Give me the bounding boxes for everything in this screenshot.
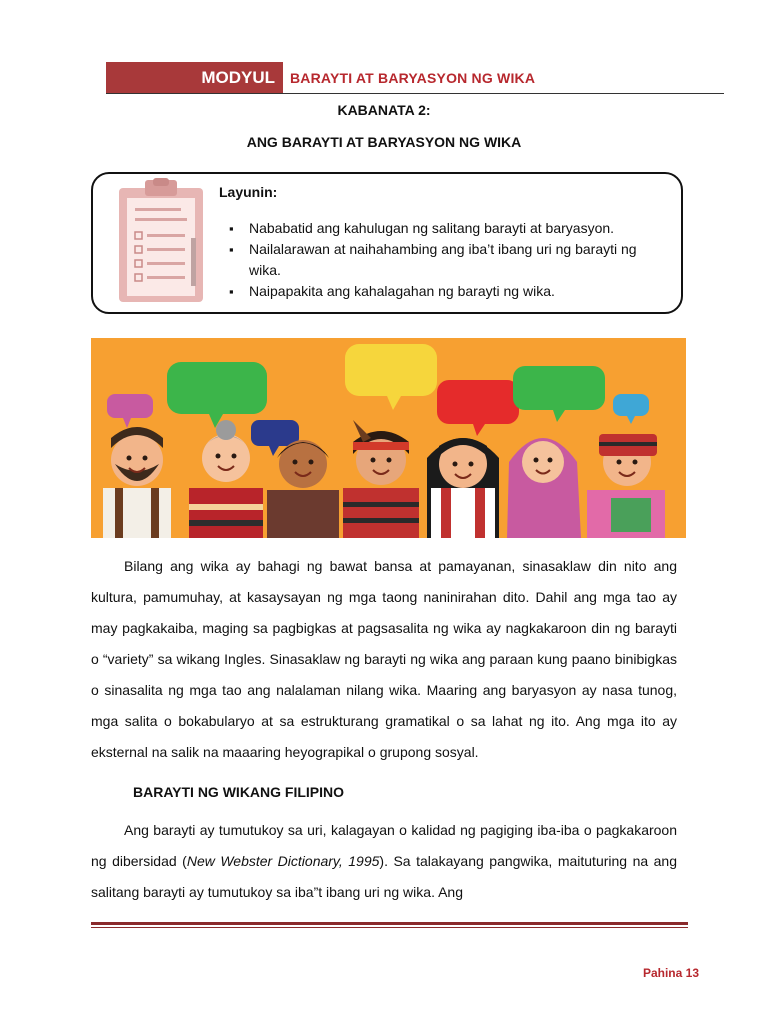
objective-item: ▪ Naipapakita ang kahalagahan ng barayti ng wika. xyxy=(219,281,659,302)
objectives-title: Layunin: xyxy=(219,184,278,200)
body-paragraph-1: Bilang ang wika ay bahagi ng bawat bansa at pamayanan, sinasaklaw din nito ang kultura, pamumuhay, at kasaysayan ng mga taong naninirahan dito. Dahil ang mga tao ay may pagkakaiba, maging sa pagbigkas at pagsasalita ng wika ay nagkakaroon din ng barayti o “variety” sa wikang Ingles. Sinasaklaw ng barayti ng wika ang paraan kung paano binibigkas o sinasalita ng mga tao ang nalalaman nilang wika. Maaring ang baryasyon ay nasa tunog, mga salita o bokabularyo at sa estrukturang gramatikal o sa lahat ng ito. Ang mga ito ay eksternal na salik na maaaring heyograpikal o grupong sosyal. xyxy=(91,558,677,760)
footer-rule xyxy=(91,922,688,925)
footer-rule xyxy=(91,927,688,928)
header-rule xyxy=(106,93,724,94)
objectives-list xyxy=(219,218,659,302)
body-paragraph-2: Ang barayti ay tumutukoy sa uri, kalagayan o kalidad ng pagiging iba-iba o pagkakaroon ng dibersidad (New Webster Dictionary, 1995). Sa talakayang pangwika, maituturing na ang salitang barayti ay tumutukoy sa iba”t ibang uri ng wika. Ang xyxy=(91,822,677,900)
objective-item: ▪ Nailalarawan at naihahambing ang iba’t ibang uri ng barayti ng wika. xyxy=(219,239,659,281)
chapter-number: KABANATA 2: xyxy=(337,102,431,118)
person-figure xyxy=(427,438,499,538)
section-heading: BARAYTI NG WIKANG FILIPINO xyxy=(133,784,345,800)
clipboard-icon xyxy=(117,178,207,306)
module-title: BARAYTI AT BARYASYON NG WIKA xyxy=(290,70,536,86)
objectives-box xyxy=(91,172,683,314)
chapter-title: ANG BARAYTI AT BARYASYON NG WIKA xyxy=(246,134,522,150)
page-number: Pahina 13 xyxy=(642,966,699,980)
modyul-label: MODYUL xyxy=(106,62,283,94)
module-header xyxy=(106,62,724,94)
objective-item: ▪ Nababatid ang kahulugan ng salitang barayti at baryasyon. xyxy=(219,218,659,239)
diverse-people-illustration xyxy=(91,338,686,538)
citation: New Webster Dictionary, 1995 xyxy=(186,853,380,869)
